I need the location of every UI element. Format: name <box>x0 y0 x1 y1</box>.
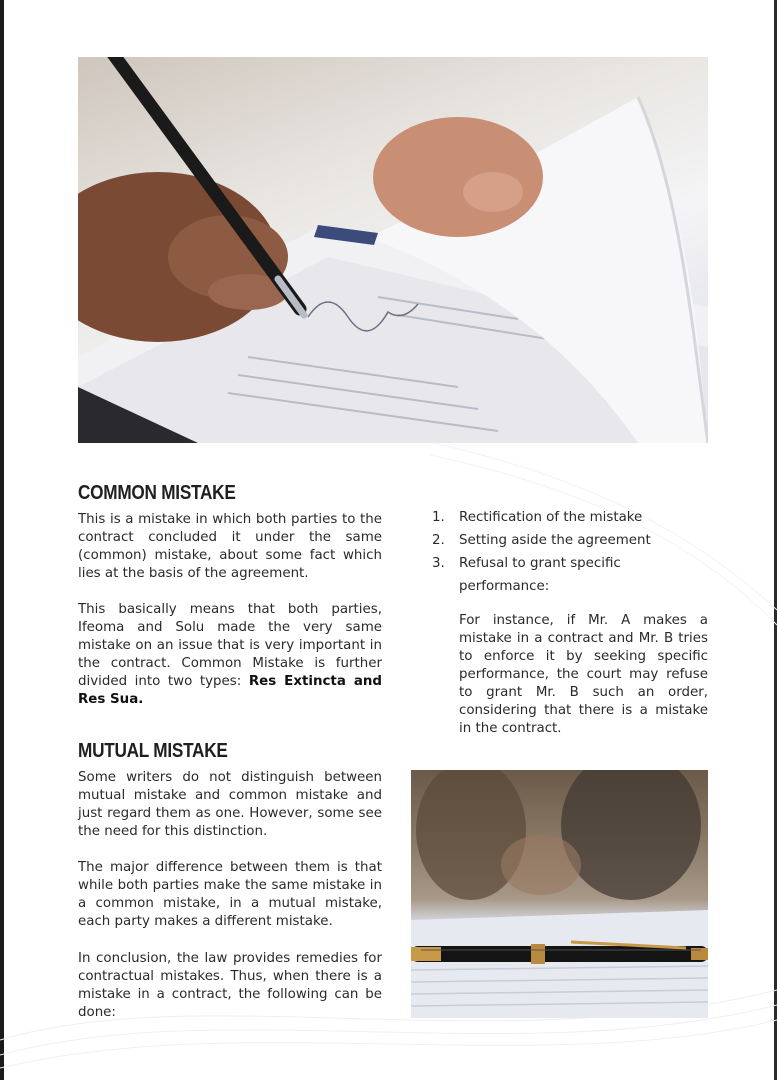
common-mistake-types: Res Extincta and Res Sua. <box>78 674 382 707</box>
list-item-text: Rectification of the mistake <box>459 510 643 525</box>
remedies-list <box>432 506 712 598</box>
mutual-mistake-heading: MUTUAL MISTAKE <box>78 740 228 762</box>
pen-on-document-photo <box>411 770 708 1018</box>
common-mistake-paragraph-1: This is a mistake in which both parties to the contract concluded it under the same (common) mistake, about some fact which lies at the basis of the agreement. <box>78 512 382 581</box>
list-item-text: Setting aside the agreement <box>459 533 651 548</box>
hero-signing-photo <box>78 57 708 443</box>
mutual-mistake-paragraph-2: The major difference between them is that while both parties make the same mistake in a common mistake, in a mutual mistake, each party makes a different mistake. <box>78 860 382 929</box>
list-item-number: 3. <box>432 556 445 571</box>
common-mistake-heading: COMMON MISTAKE <box>78 482 236 504</box>
list-item <box>432 529 712 552</box>
mutual-mistake-paragraph-1: Some writers do not distinguish between mutual mistake and common mistake and just regard them as one. However, some see the need for this distinction. <box>78 770 382 839</box>
specific-performance-example: For instance, if Mr. A makes a mistake in a contract and Mr. B tries to enforce it by seeking specific performance, the court may refuse to grant Mr. B such an order, considering that there is a mistake in the contract. <box>459 613 708 736</box>
list-item-number: 2. <box>432 533 445 548</box>
list-item-text: Refusal to grant specific performance: <box>459 556 621 594</box>
common-mistake-paragraph-2 <box>78 601 382 709</box>
conclusion-paragraph: In conclusion, the law provides remedies for contractual mistakes. Thus, when there is a mistake in a contract, the following can be done: <box>78 951 382 1020</box>
list-item-number: 1. <box>432 510 445 525</box>
common-mistake-paragraph-2-text: This basically means that both parties, Ifeoma and Solu made the very same mistake on an issue that is very important in the contract. Common Mistake is further divided into two types: <box>78 602 382 689</box>
list-item <box>432 552 712 598</box>
list-item <box>432 506 712 529</box>
